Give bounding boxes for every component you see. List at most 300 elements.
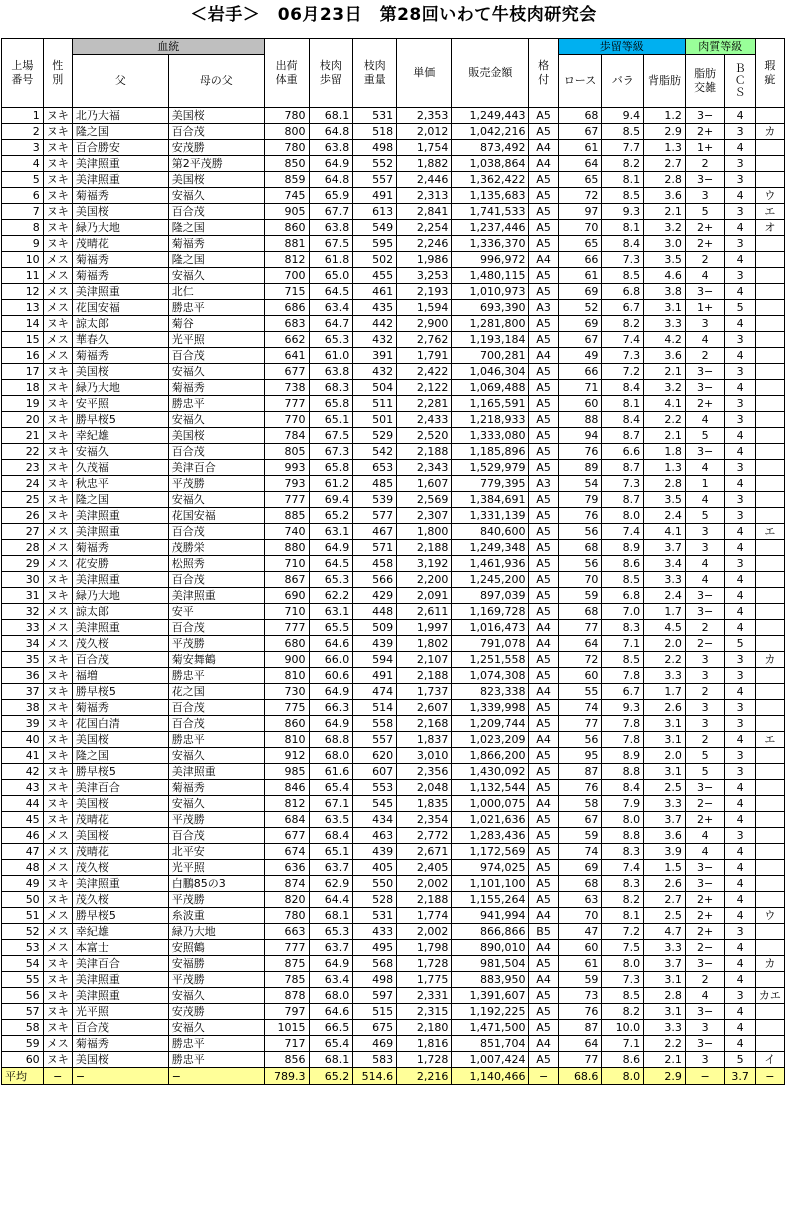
cell-carcass-yield: 63.8 — [309, 140, 353, 156]
cell-dam-sire: 北平安 — [168, 844, 264, 860]
cell-carcass-yield: 64.8 — [309, 172, 353, 188]
cell-lot-no: 29 — [2, 556, 44, 572]
cell-rib: 8.6 — [602, 556, 644, 572]
cell-loin: 79 — [558, 492, 602, 508]
cell-bcs: 3 — [725, 828, 755, 844]
cell-unit-price: 1,737 — [397, 684, 452, 700]
cell-rib: 6.6 — [602, 444, 644, 460]
cell-back-fat: 2.7 — [644, 156, 686, 172]
cell-bms: 4 — [685, 844, 725, 860]
cell-sire: 美国桜 — [72, 204, 168, 220]
cell-bms: 3− — [685, 588, 725, 604]
average-carcass-yield: 65.2 — [309, 1068, 353, 1085]
table-row — [2, 604, 785, 620]
cell-bms: 2+ — [685, 124, 725, 140]
cell-sales-amount: 1,866,200 — [452, 748, 529, 764]
cell-unit-price: 2,002 — [397, 876, 452, 892]
cell-grade: A5 — [529, 652, 558, 668]
cell-lot-no: 4 — [2, 156, 44, 172]
cell-grade: A5 — [529, 428, 558, 444]
cell-unit-price: 2,002 — [397, 924, 452, 940]
table-row — [2, 396, 785, 412]
cell-unit-price: 2,091 — [397, 588, 452, 604]
cell-back-fat: 2.4 — [644, 588, 686, 604]
cell-defect — [755, 284, 784, 300]
cell-sales-amount: 1,480,115 — [452, 268, 529, 284]
cell-carcass-yield: 63.1 — [309, 604, 353, 620]
cell-sire: 諒太郎 — [72, 316, 168, 332]
cell-loin: 97 — [558, 204, 602, 220]
cell-lot-no: 42 — [2, 764, 44, 780]
cell-unit-price: 2,168 — [397, 716, 452, 732]
cell-ship-weight: 905 — [264, 204, 309, 220]
cell-rib: 7.1 — [602, 1036, 644, 1052]
cell-loin: 95 — [558, 748, 602, 764]
cell-defect — [755, 812, 784, 828]
cell-loin: 71 — [558, 380, 602, 396]
cell-lot-no: 17 — [2, 364, 44, 380]
cell-bms: 4 — [685, 988, 725, 1004]
cell-sex: ヌキ — [43, 1004, 72, 1020]
cell-unit-price: 2,193 — [397, 284, 452, 300]
cell-loin: 67 — [558, 124, 602, 140]
cell-back-fat: 3.7 — [644, 812, 686, 828]
cell-ship-weight: 867 — [264, 572, 309, 588]
cell-unit-price: 1,775 — [397, 972, 452, 988]
cell-loin: 65 — [558, 236, 602, 252]
cell-bcs: 3 — [725, 412, 755, 428]
cell-defect: カ — [755, 956, 784, 972]
cell-ship-weight: 770 — [264, 412, 309, 428]
cell-rib: 8.9 — [602, 748, 644, 764]
cell-back-fat: 2.0 — [644, 636, 686, 652]
cell-ship-weight: 777 — [264, 492, 309, 508]
cell-sire: 美津照重 — [72, 988, 168, 1004]
header-lot-no: 上場 番号 — [2, 39, 44, 108]
cell-sex: ヌキ — [43, 140, 72, 156]
cell-lot-no: 37 — [2, 684, 44, 700]
cell-lot-no: 16 — [2, 348, 44, 364]
cell-sales-amount: 1,135,683 — [452, 188, 529, 204]
header-carcass-yield: 枝肉 歩留 — [309, 39, 353, 108]
cell-rib: 6.8 — [602, 588, 644, 604]
cell-back-fat: 3.1 — [644, 732, 686, 748]
cell-sex: ヌキ — [43, 780, 72, 796]
cell-sire: 菊福秀 — [72, 700, 168, 716]
cell-grade: A5 — [529, 716, 558, 732]
cell-sales-amount: 941,994 — [452, 908, 529, 924]
cell-bcs: 4 — [725, 892, 755, 908]
cell-carcass-yield: 65.5 — [309, 620, 353, 636]
cell-lot-no: 53 — [2, 940, 44, 956]
cell-bms: 2− — [685, 796, 725, 812]
cell-rib: 7.9 — [602, 796, 644, 812]
cell-sales-amount: 1,074,308 — [452, 668, 529, 684]
cell-sex: ヌキ — [43, 204, 72, 220]
cell-rib: 8.8 — [602, 764, 644, 780]
average-lot-no: 平均 — [2, 1068, 44, 1085]
cell-bcs: 4 — [725, 588, 755, 604]
header-sales-amount: 販売金額 — [452, 39, 529, 108]
cell-sire: 美国桜 — [72, 1052, 168, 1068]
cell-rib: 8.5 — [602, 268, 644, 284]
cell-carcass-yield: 64.9 — [309, 156, 353, 172]
cell-grade: A5 — [529, 876, 558, 892]
cell-back-fat: 2.8 — [644, 172, 686, 188]
cell-bcs: 3 — [725, 700, 755, 716]
cell-rib: 8.0 — [602, 508, 644, 524]
cell-lot-no: 58 — [2, 1020, 44, 1036]
cell-sales-amount: 981,504 — [452, 956, 529, 972]
cell-bms: 3 — [685, 188, 725, 204]
table-row — [2, 1052, 785, 1068]
cell-carcass-yield: 63.8 — [309, 220, 353, 236]
cell-sire: 菊福秀 — [72, 188, 168, 204]
cell-rib: 8.5 — [602, 124, 644, 140]
average-sire: − — [72, 1068, 168, 1085]
cell-bms: 2 — [685, 252, 725, 268]
cell-loin: 65 — [558, 172, 602, 188]
cell-back-fat: 3.2 — [644, 380, 686, 396]
cell-bcs: 3 — [725, 988, 755, 1004]
table-row — [2, 828, 785, 844]
cell-carcass-weight: 528 — [353, 892, 397, 908]
cell-bms: 3− — [685, 876, 725, 892]
cell-sex: メス — [43, 604, 72, 620]
cell-ship-weight: 663 — [264, 924, 309, 940]
table-row — [2, 716, 785, 732]
cell-bcs: 4 — [725, 972, 755, 988]
cell-sales-amount: 1,155,264 — [452, 892, 529, 908]
cell-sales-amount: 1,362,422 — [452, 172, 529, 188]
cell-grade: A5 — [529, 956, 558, 972]
cell-bms: 3− — [685, 108, 725, 124]
cell-defect — [755, 796, 784, 812]
cell-lot-no: 3 — [2, 140, 44, 156]
cell-carcass-weight: 434 — [353, 812, 397, 828]
cell-lot-no: 52 — [2, 924, 44, 940]
cell-sire: 美国桜 — [72, 828, 168, 844]
cell-carcass-weight: 553 — [353, 780, 397, 796]
cell-sire: 美国桜 — [72, 732, 168, 748]
cell-lot-no: 56 — [2, 988, 44, 1004]
cell-carcass-yield: 65.4 — [309, 780, 353, 796]
cell-unit-price: 1,607 — [397, 476, 452, 492]
cell-defect — [755, 492, 784, 508]
cell-lot-no: 57 — [2, 1004, 44, 1020]
cell-carcass-yield: 68.0 — [309, 748, 353, 764]
cell-carcass-weight: 435 — [353, 300, 397, 316]
cell-sales-amount: 1,046,304 — [452, 364, 529, 380]
cell-ship-weight: 900 — [264, 652, 309, 668]
cell-lot-no: 55 — [2, 972, 44, 988]
cell-bcs: 3 — [725, 492, 755, 508]
header-sire: 父 — [72, 55, 168, 108]
cell-grade: A5 — [529, 764, 558, 780]
cell-sex: ヌキ — [43, 508, 72, 524]
cell-bcs: 5 — [725, 1052, 755, 1068]
cell-bms: 3− — [685, 956, 725, 972]
cell-unit-price: 2,841 — [397, 204, 452, 220]
cell-grade: A5 — [529, 780, 558, 796]
cell-back-fat: 1.7 — [644, 604, 686, 620]
cell-lot-no: 28 — [2, 540, 44, 556]
cell-carcass-weight: 583 — [353, 1052, 397, 1068]
cell-carcass-weight: 577 — [353, 508, 397, 524]
cell-bms: 3− — [685, 1004, 725, 1020]
table-row — [2, 540, 785, 556]
cell-sex: ヌキ — [43, 572, 72, 588]
cell-ship-weight: 875 — [264, 956, 309, 972]
cell-loin: 87 — [558, 1020, 602, 1036]
cell-defect: ウ — [755, 908, 784, 924]
cell-bms: 3− — [685, 780, 725, 796]
cell-bcs: 4 — [725, 188, 755, 204]
cell-ship-weight: 730 — [264, 684, 309, 700]
cell-unit-price: 1,754 — [397, 140, 452, 156]
cell-bcs: 4 — [725, 1020, 755, 1036]
cell-defect — [755, 268, 784, 284]
cell-carcass-weight: 491 — [353, 668, 397, 684]
cell-sex: メス — [43, 252, 72, 268]
cell-rib: 8.3 — [602, 844, 644, 860]
cell-back-fat: 3.7 — [644, 540, 686, 556]
cell-ship-weight: 780 — [264, 140, 309, 156]
cell-carcass-weight: 458 — [353, 556, 397, 572]
cell-lot-no: 2 — [2, 124, 44, 140]
cell-sex: ヌキ — [43, 956, 72, 972]
cell-carcass-yield: 61.0 — [309, 348, 353, 364]
cell-rib: 8.1 — [602, 908, 644, 924]
cell-ship-weight: 846 — [264, 780, 309, 796]
cell-sales-amount: 1,336,370 — [452, 236, 529, 252]
cell-loin: 76 — [558, 444, 602, 460]
cell-sire: 菊福秀 — [72, 348, 168, 364]
cell-carcass-yield: 63.7 — [309, 860, 353, 876]
cell-lot-no: 26 — [2, 508, 44, 524]
cell-sales-amount: 1,209,744 — [452, 716, 529, 732]
table-header — [2, 39, 785, 108]
cell-sex: ヌキ — [43, 188, 72, 204]
cell-grade: A5 — [529, 316, 558, 332]
cell-ship-weight: 912 — [264, 748, 309, 764]
cell-grade: A5 — [529, 668, 558, 684]
table-row — [2, 876, 785, 892]
cell-dam-sire: 安福久 — [168, 1020, 264, 1036]
header-loin: ロース — [558, 55, 602, 108]
cell-back-fat: 3.3 — [644, 668, 686, 684]
cell-dam-sire: 菊福秀 — [168, 380, 264, 396]
cell-carcass-yield: 68.3 — [309, 380, 353, 396]
cell-carcass-weight: 557 — [353, 732, 397, 748]
cell-dam-sire: 安茂勝 — [168, 140, 264, 156]
table-row — [2, 732, 785, 748]
cell-bcs: 5 — [725, 300, 755, 316]
cell-defect — [755, 444, 784, 460]
cell-unit-price: 2,772 — [397, 828, 452, 844]
cell-carcass-weight: 545 — [353, 796, 397, 812]
cell-lot-no: 44 — [2, 796, 44, 812]
cell-sire: 美国桜 — [72, 796, 168, 812]
cell-lot-no: 41 — [2, 748, 44, 764]
cell-sire: 茂晴花 — [72, 236, 168, 252]
cell-carcass-weight: 501 — [353, 412, 397, 428]
cell-ship-weight: 1015 — [264, 1020, 309, 1036]
cell-sales-amount: 1,193,184 — [452, 332, 529, 348]
cell-loin: 68 — [558, 108, 602, 124]
cell-carcass-yield: 68.1 — [309, 108, 353, 124]
cell-lot-no: 47 — [2, 844, 44, 860]
cell-bcs: 4 — [725, 860, 755, 876]
cell-sire: 光平照 — [72, 1004, 168, 1020]
cell-carcass-weight: 439 — [353, 636, 397, 652]
average-bms: − — [685, 1068, 725, 1085]
cell-sire: 美津百合 — [72, 780, 168, 796]
cell-back-fat: 3.3 — [644, 1020, 686, 1036]
cell-carcass-yield: 66.0 — [309, 652, 353, 668]
cell-carcass-yield: 65.0 — [309, 268, 353, 284]
cell-dam-sire: 勝忠平 — [168, 300, 264, 316]
cell-back-fat: 4.1 — [644, 524, 686, 540]
cell-defect — [755, 844, 784, 860]
cell-unit-price: 1,837 — [397, 732, 452, 748]
cell-bcs: 4 — [725, 1004, 755, 1020]
cell-back-fat: 3.1 — [644, 764, 686, 780]
cell-carcass-yield: 65.4 — [309, 1036, 353, 1052]
cell-carcass-yield: 63.1 — [309, 524, 353, 540]
cell-sire: 緑乃大地 — [72, 220, 168, 236]
cell-defect: エ — [755, 524, 784, 540]
cell-back-fat: 2.7 — [644, 892, 686, 908]
cell-grade: A5 — [529, 748, 558, 764]
average-bcs: 3.7 — [725, 1068, 755, 1085]
table-row — [2, 284, 785, 300]
cell-back-fat: 3.0 — [644, 236, 686, 252]
cell-sales-amount: 1,169,728 — [452, 604, 529, 620]
cell-sex: ヌキ — [43, 108, 72, 124]
table-row — [2, 204, 785, 220]
cell-lot-no: 10 — [2, 252, 44, 268]
cell-sales-amount: 866,866 — [452, 924, 529, 940]
cell-sales-amount: 1,101,100 — [452, 876, 529, 892]
average-row — [2, 1068, 785, 1085]
cell-grade: A5 — [529, 412, 558, 428]
cell-ship-weight: 710 — [264, 556, 309, 572]
cell-carcass-yield: 65.1 — [309, 412, 353, 428]
table-row — [2, 380, 785, 396]
cell-sex: メス — [43, 284, 72, 300]
cell-ship-weight: 677 — [264, 828, 309, 844]
cell-carcass-weight: 566 — [353, 572, 397, 588]
cell-defect — [755, 396, 784, 412]
table-row — [2, 300, 785, 316]
cell-lot-no: 15 — [2, 332, 44, 348]
cell-dam-sire: 光平照 — [168, 332, 264, 348]
cell-defect — [755, 748, 784, 764]
cell-rib: 9.4 — [602, 108, 644, 124]
cell-bms: 5 — [685, 428, 725, 444]
cell-unit-price: 2,354 — [397, 812, 452, 828]
cell-carcass-weight: 514 — [353, 700, 397, 716]
cell-defect — [755, 972, 784, 988]
cell-defect: オ — [755, 220, 784, 236]
cell-lot-no: 9 — [2, 236, 44, 252]
cell-loin: 72 — [558, 188, 602, 204]
cell-lot-no: 31 — [2, 588, 44, 604]
cell-ship-weight: 740 — [264, 524, 309, 540]
cell-rib: 8.7 — [602, 460, 644, 476]
cell-grade: A4 — [529, 140, 558, 156]
table-row — [2, 956, 785, 972]
cell-dam-sire: 菊安舞鶴 — [168, 652, 264, 668]
cell-sex: ヌキ — [43, 588, 72, 604]
cell-back-fat: 2.2 — [644, 652, 686, 668]
cell-lot-no: 48 — [2, 860, 44, 876]
cell-carcass-weight: 504 — [353, 380, 397, 396]
table-row — [2, 1020, 785, 1036]
cell-back-fat: 2.2 — [644, 412, 686, 428]
cell-sex: メス — [43, 540, 72, 556]
cell-lot-no: 35 — [2, 652, 44, 668]
cell-carcass-weight: 515 — [353, 1004, 397, 1020]
cell-sales-amount: 693,390 — [452, 300, 529, 316]
cell-loin: 66 — [558, 364, 602, 380]
cell-bcs: 4 — [725, 908, 755, 924]
cell-carcass-yield: 68.4 — [309, 828, 353, 844]
cell-rib: 8.9 — [602, 540, 644, 556]
cell-carcass-weight: 463 — [353, 828, 397, 844]
cell-back-fat: 2.5 — [644, 780, 686, 796]
cell-sex: ヌキ — [43, 972, 72, 988]
cell-defect — [755, 540, 784, 556]
cell-bms: 2+ — [685, 396, 725, 412]
cell-carcass-weight: 498 — [353, 972, 397, 988]
cell-unit-price: 1,800 — [397, 524, 452, 540]
cell-rib: 7.3 — [602, 348, 644, 364]
cell-sales-amount: 1,281,800 — [452, 316, 529, 332]
table-row — [2, 236, 785, 252]
cell-back-fat: 3.7 — [644, 956, 686, 972]
cell-carcass-weight: 653 — [353, 460, 397, 476]
cell-grade: A4 — [529, 972, 558, 988]
cell-dam-sire: 安福久 — [168, 364, 264, 380]
cell-loin: 74 — [558, 844, 602, 860]
cell-defect — [755, 940, 784, 956]
average-loin: 68.6 — [558, 1068, 602, 1085]
cell-unit-price: 1,594 — [397, 300, 452, 316]
cell-sex: ヌキ — [43, 796, 72, 812]
cell-unit-price: 2,188 — [397, 668, 452, 684]
cell-sire: 幸紀雄 — [72, 428, 168, 444]
cell-unit-price: 2,900 — [397, 316, 452, 332]
cell-back-fat: 2.1 — [644, 364, 686, 380]
cell-ship-weight: 880 — [264, 540, 309, 556]
cell-unit-price: 2,353 — [397, 108, 452, 124]
cell-sex: ヌキ — [43, 220, 72, 236]
cell-rib: 7.4 — [602, 524, 644, 540]
cell-loin: 77 — [558, 1052, 602, 1068]
cell-dam-sire: 百合茂 — [168, 524, 264, 540]
cell-lot-no: 7 — [2, 204, 44, 220]
table-row — [2, 268, 785, 284]
cell-unit-price: 2,611 — [397, 604, 452, 620]
cell-bcs: 3 — [725, 508, 755, 524]
cell-sales-amount: 1,237,446 — [452, 220, 529, 236]
cell-grade: A5 — [529, 188, 558, 204]
cell-rib: 8.6 — [602, 1052, 644, 1068]
cell-grade: A4 — [529, 1036, 558, 1052]
cell-dam-sire: 茂勝栄 — [168, 540, 264, 556]
